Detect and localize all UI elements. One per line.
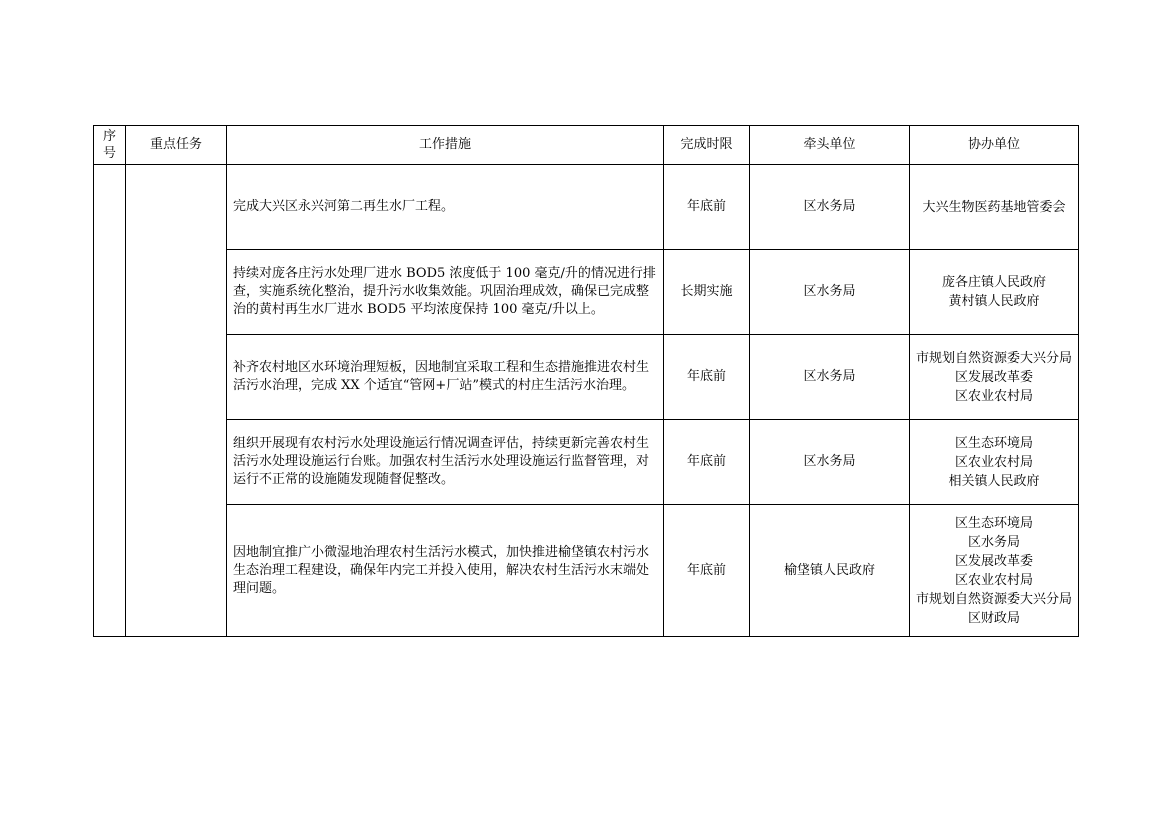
lead-unit-cell: 区水务局 xyxy=(750,420,910,505)
deadline-cell: 长期实施 xyxy=(664,250,750,335)
cooperating-unit: 庞各庄镇人民政府 xyxy=(941,275,1046,290)
table-row xyxy=(94,420,1079,505)
header-deadline: 完成时限 xyxy=(664,126,750,165)
header-key-task: 重点任务 xyxy=(126,126,227,165)
cooperating-unit: 黄村镇人民政府 xyxy=(948,294,1040,309)
cooperating-unit-cell xyxy=(910,420,1079,505)
deadline-cell: 年底前 xyxy=(664,420,750,505)
measure-cell: 补齐农村地区水环境治理短板，因地制宜采取工程和生态措施推进农村生活污水治理，完成 XX 个适宜“管网+厂站”模式的村庄生活污水治理。 xyxy=(227,335,664,420)
cooperating-unit: 区发展改革委 xyxy=(954,553,1033,569)
cooperating-unit-cell xyxy=(910,165,1079,250)
cooperating-unit: 区发展改革委 xyxy=(954,369,1033,385)
lead-unit-cell: 区水务局 xyxy=(750,335,910,420)
table-row xyxy=(94,165,1079,250)
measure-cell: 因地制宜推广小微湿地治理农村生活污水模式，加快推进榆垡镇农村污水生态治理工程建设，确保年内完工并投入使用，解决农村生活污水末端处理问题。 xyxy=(227,505,664,637)
lead-unit-cell: 区水务局 xyxy=(750,250,910,335)
lead-unit-cell: 榆垡镇人民政府 xyxy=(750,505,910,637)
measure-cell: 组织开展现有农村污水处理设施运行情况调查评估，持续更新完善农村生活污水处理设施运行台账。加强农村生活污水处理设施运行监督管理，对运行不正常的设施随发现随督促整改。 xyxy=(227,420,664,505)
cooperating-unit: 市规划自然资源委大兴分局 xyxy=(916,350,1073,366)
table-row xyxy=(94,505,1079,637)
cooperating-unit: 区生态环境局 xyxy=(954,515,1033,531)
header-work-measures: 工作措施 xyxy=(227,126,664,165)
cooperating-unit: 区农业农村局 xyxy=(954,388,1033,404)
table-header-row xyxy=(94,126,1079,165)
deadline-cell: 年底前 xyxy=(664,165,750,250)
deadline-cell: 年底前 xyxy=(664,335,750,420)
table-row xyxy=(94,335,1079,420)
cooperating-unit: 区农业农村局 xyxy=(954,572,1033,588)
task-table xyxy=(93,125,1079,637)
cooperating-unit: 区水务局 xyxy=(967,534,1020,550)
cooperating-unit-cell xyxy=(910,505,1079,637)
cooperating-unit-cell xyxy=(910,335,1079,420)
cooperating-unit: 相关镇人民政府 xyxy=(948,473,1040,489)
serial-number-cell xyxy=(94,165,126,637)
lead-unit-cell: 区水务局 xyxy=(750,165,910,250)
header-lead-unit: 牵头单位 xyxy=(750,126,910,165)
cooperating-unit: 大兴生物医药基地管委会 xyxy=(922,199,1066,215)
cooperating-unit: 市规划自然资源委大兴分局 xyxy=(916,591,1073,607)
table-row xyxy=(94,250,1079,335)
measure-cell: 完成大兴区永兴河第二再生水厂工程。 xyxy=(227,165,664,250)
cooperating-unit: 区农业农村局 xyxy=(954,454,1033,470)
header-serial-number: 序号 xyxy=(94,126,126,165)
key-task-cell xyxy=(126,165,227,637)
deadline-cell: 年底前 xyxy=(664,505,750,637)
header-cooperating-unit: 协办单位 xyxy=(910,126,1079,165)
cooperating-unit-cell xyxy=(910,250,1079,335)
cooperating-unit: 区财政局 xyxy=(967,610,1020,626)
cooperating-unit: 区生态环境局 xyxy=(954,435,1033,451)
measure-cell: 持续对庞各庄污水处理厂进水 BOD5 浓度低于 100 毫克/升的情况进行排查，实施系统化整治，提升污水收集效能。巩固治理成效，确保已完成整治的黄村再生水厂进水 BOD5 平均浓度保持 100 毫克/升以上。 xyxy=(227,250,664,335)
